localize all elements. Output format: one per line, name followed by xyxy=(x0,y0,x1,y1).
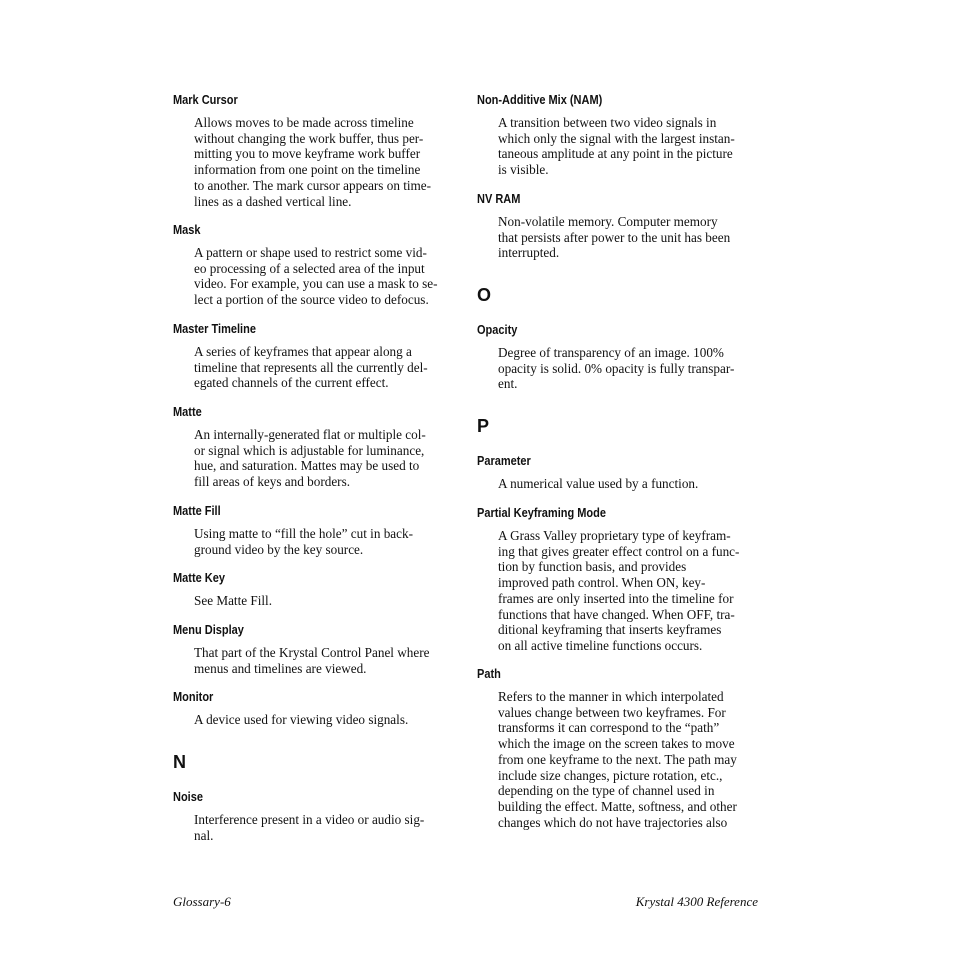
definition-line: fill areas of keys and borders. xyxy=(194,474,350,490)
definition-line: Refers to the manner in which interpolated xyxy=(498,689,724,704)
definition-line: information from one point on the timeline xyxy=(194,162,421,178)
term-path: Path xyxy=(477,667,501,681)
definition-line: A numerical value used by a function. xyxy=(498,476,699,491)
definition-line: mitting you to move keyframe work buffer xyxy=(194,146,421,162)
definition-line: depending on the type of channel used in xyxy=(498,783,715,799)
definition-line: A transition between two video signals in xyxy=(498,115,717,130)
definition-line: egated channels of the current effect. xyxy=(194,375,389,391)
footer-document-title: Krystal 4300 Reference xyxy=(635,894,758,909)
definition-monitor xyxy=(194,712,408,728)
definition-line: Allows moves to be made across timeline xyxy=(194,115,414,130)
definition-line: nal. xyxy=(194,827,214,843)
definition-matte xyxy=(194,427,426,490)
definition-noise xyxy=(194,812,424,843)
definition-line: is visible. xyxy=(498,162,549,178)
definition-line: interrupted. xyxy=(498,245,560,261)
definition-mark-cursor xyxy=(194,115,431,209)
definition-line: on all active timeline functions occurs. xyxy=(498,637,703,653)
term-matte-fill: Matte Fill xyxy=(173,504,221,518)
definition-line: A pattern or shape used to restrict some vid- xyxy=(194,245,427,260)
term-menu-display: Menu Display xyxy=(173,623,244,637)
definition-line: without changing the work buffer, thus per- xyxy=(194,130,424,146)
definition-line: changes which do not have trajectories also xyxy=(498,814,728,830)
definition-line: lines as a dashed vertical line. xyxy=(194,193,352,209)
definition-line: transforms it can correspond to the “path” xyxy=(498,720,720,736)
definition-mask xyxy=(194,245,438,308)
definition-master-timeline xyxy=(194,344,428,391)
definition-nv-ram xyxy=(498,214,730,261)
definition-line: A series of keyframes that appear along a xyxy=(194,344,412,359)
definition-line: lect a portion of the source video to defocus. xyxy=(194,292,429,308)
definition-line: that persists after power to the unit has been xyxy=(498,229,731,245)
definition-line: ground video by the key source. xyxy=(194,541,364,557)
definition-line: Using matte to “fill the hole” cut in back- xyxy=(194,526,413,541)
definition-line: functions that have changed. When OFF, tra- xyxy=(498,606,735,622)
term-partial-keyframing-mode: Partial Keyframing Mode xyxy=(477,506,606,520)
term-matte: Matte xyxy=(173,405,202,419)
definition-line: tion by function basis, and provides xyxy=(498,559,687,575)
definition-line: taneous amplitude at any point in the picture xyxy=(498,146,733,162)
definition-line: values change between two keyframes. For xyxy=(498,704,726,720)
definition-line: from one keyframe to the next. The path may xyxy=(498,751,737,767)
definition-non-additive-mix xyxy=(498,115,735,178)
definition-matte-key xyxy=(194,593,272,609)
definition-line: A device used for viewing video signals. xyxy=(194,712,409,727)
section-letter-p: P xyxy=(477,416,490,436)
footer-page-number: Glossary-6 xyxy=(173,894,231,909)
definition-line: eo processing of a selected area of the input xyxy=(194,260,425,276)
definition-line: That part of the Krystal Control Panel where xyxy=(194,645,430,660)
term-monitor: Monitor xyxy=(173,690,214,704)
definition-line: ditional keyframing that inserts keyframes xyxy=(498,622,722,638)
term-noise: Noise xyxy=(173,790,203,804)
section-letter-n: N xyxy=(173,752,186,772)
term-opacity: Opacity xyxy=(477,323,518,337)
definition-line: include size changes, picture rotation, etc., xyxy=(498,767,723,783)
definition-line: building the effect. Matte, softness, and other xyxy=(498,798,737,814)
definition-line: timeline that represents all the currently del- xyxy=(194,359,428,375)
definition-line: ent. xyxy=(498,376,518,392)
definition-parameter xyxy=(498,476,698,492)
definition-line: A Grass Valley proprietary type of keyfram- xyxy=(498,528,731,543)
definition-line: video. For example, you can use a mask to se- xyxy=(194,276,438,292)
definition-line: hue, and saturation. Mattes may be used to xyxy=(194,458,420,474)
definition-path xyxy=(498,689,737,830)
definition-partial-keyframing-mode xyxy=(498,528,739,654)
definition-matte-fill xyxy=(194,526,413,557)
term-matte-key: Matte Key xyxy=(173,571,225,585)
term-mask: Mask xyxy=(173,223,201,237)
definition-menu-display xyxy=(194,645,429,676)
definition-line: An internally-generated flat or multiple col- xyxy=(194,427,426,442)
definition-line: to another. The mark cursor appears on time- xyxy=(194,177,432,193)
definition-line: ing that gives greater effect control on a func- xyxy=(498,543,740,559)
term-nv-ram: NV RAM xyxy=(477,192,521,206)
term-mark-cursor: Mark Cursor xyxy=(173,93,238,107)
definition-line: opacity is solid. 0% opacity is fully transpar- xyxy=(498,360,735,376)
definition-line: Interference present in a video or audio sig- xyxy=(194,812,425,827)
definition-line: See Matte Fill. xyxy=(194,593,273,608)
definition-line: frames are only inserted into the timeline for xyxy=(498,590,734,606)
definition-line: which only the signal with the largest instan- xyxy=(498,130,735,146)
definition-line: Degree of transparency of an image. 100% xyxy=(498,345,724,360)
term-master-timeline: Master Timeline xyxy=(173,322,256,336)
definition-line: menus and timelines are viewed. xyxy=(194,660,367,676)
section-letter-o: O xyxy=(477,285,492,305)
definition-line: improved path control. When ON, key- xyxy=(498,575,706,591)
term-parameter: Parameter xyxy=(477,454,531,468)
definition-line: which the image on the screen takes to move xyxy=(498,736,735,752)
term-non-additive-mix: Non-Additive Mix (NAM) xyxy=(477,93,603,107)
definition-line: Non-volatile memory. Computer memory xyxy=(498,214,718,229)
definition-opacity xyxy=(498,345,734,392)
definition-line: or signal which is adjustable for luminance, xyxy=(194,442,425,458)
